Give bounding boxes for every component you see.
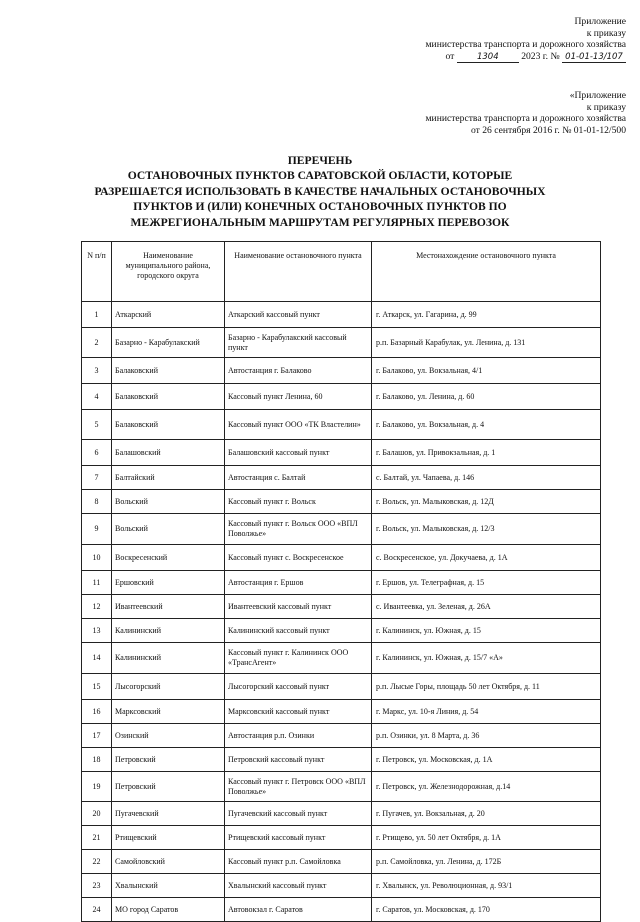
row-district: МО город Саратов xyxy=(112,898,225,922)
row-num: 10 xyxy=(82,545,112,571)
row-num: 16 xyxy=(82,700,112,724)
row-point: Хвалынский кассовый пункт xyxy=(225,874,372,898)
row-point: Базарно - Карабулакский кассовый пункт xyxy=(225,328,372,358)
row-num: 19 xyxy=(82,772,112,802)
row-location: г. Калининск, ул. Южная, д. 15 xyxy=(372,619,601,643)
row-point: Автостанция г. Балаково xyxy=(225,358,372,384)
row-num: 21 xyxy=(82,826,112,850)
row-location: г. Вольск, ул. Малыковская, д. 12/3 xyxy=(372,514,601,545)
appendix-header xyxy=(425,16,626,63)
row-district: Калининский xyxy=(112,619,225,643)
row-num: 8 xyxy=(82,490,112,514)
row-location: с. Ивантеевка, ул. Зеленая, д. 26А xyxy=(372,595,601,619)
row-district: Марксовский xyxy=(112,700,225,724)
row-num: 1 xyxy=(82,302,112,328)
table-row xyxy=(82,440,601,466)
row-point: Кассовый пункт ООО «ТК Властелин» xyxy=(225,410,372,440)
prior-appendix-ministry: министерства транспорта и дорожного хозяйства xyxy=(425,113,626,125)
row-point: Кассовый пункт г. Вольск xyxy=(225,490,372,514)
table-row xyxy=(82,595,601,619)
row-num: 4 xyxy=(82,384,112,410)
document-title xyxy=(70,153,570,230)
row-location: с. Воскресенское, ул. Докучаева, д. 1А xyxy=(372,545,601,571)
row-num: 22 xyxy=(82,850,112,874)
row-district: Хвалынский xyxy=(112,874,225,898)
prior-appendix-header xyxy=(425,90,626,136)
table-row xyxy=(82,358,601,384)
table-row xyxy=(82,410,601,440)
row-num: 18 xyxy=(82,748,112,772)
row-district: Петровский xyxy=(112,772,225,802)
table-row xyxy=(82,545,601,571)
row-point: Кассовый пункт Ленина, 60 xyxy=(225,384,372,410)
row-point: Автостанция р.п. Озинки xyxy=(225,724,372,748)
row-num: 15 xyxy=(82,674,112,700)
date-signature: 1304 xyxy=(457,53,519,63)
row-district: Балаковский xyxy=(112,358,225,384)
header-num: N п/п xyxy=(82,242,112,302)
row-location: г. Хвалынск, ул. Революционная, д. 93/1 xyxy=(372,874,601,898)
row-num: 5 xyxy=(82,410,112,440)
table-header-row xyxy=(82,242,601,302)
row-district: Калининский xyxy=(112,643,225,674)
row-location: р.п. Самойловка, ул. Ленина, д. 172Б xyxy=(372,850,601,874)
row-num: 11 xyxy=(82,571,112,595)
row-point: Кассовый пункт г. Вольск ООО «ВПЛ Поволжье» xyxy=(225,514,372,545)
row-location: г. Саратов, ул. Московская, д. 170 xyxy=(372,898,601,922)
header-point: Наименование остановочного пункта xyxy=(225,242,372,302)
row-point: Кассовый пункт г. Петровск ООО «ВПЛ Поволжье» xyxy=(225,772,372,802)
row-num: 13 xyxy=(82,619,112,643)
row-location: г. Пугачев, ул. Вокзальная, д. 20 xyxy=(372,802,601,826)
table-row xyxy=(82,302,601,328)
row-point: Пугачевский кассовый пункт xyxy=(225,802,372,826)
row-district: Базарно - Карабулакский xyxy=(112,328,225,358)
table-row xyxy=(82,802,601,826)
row-district: Балаковский xyxy=(112,384,225,410)
row-point: Петровский кассовый пункт xyxy=(225,748,372,772)
row-point: Лысогорский кассовый пункт xyxy=(225,674,372,700)
row-point: Ивантеевский кассовый пункт xyxy=(225,595,372,619)
row-point: Ртищевский кассовый пункт xyxy=(225,826,372,850)
row-location: г. Балаково, ул. Ленина, д. 60 xyxy=(372,384,601,410)
row-num: 6 xyxy=(82,440,112,466)
row-district: Ивантеевский xyxy=(112,595,225,619)
row-location: г. Петровск, ул. Железнодорожная, д.14 xyxy=(372,772,601,802)
table-row xyxy=(82,850,601,874)
table-row xyxy=(82,700,601,724)
row-district: Ершовский xyxy=(112,571,225,595)
appendix-label: Приложение xyxy=(574,16,626,27)
table-body xyxy=(82,302,601,922)
row-district: Вольский xyxy=(112,514,225,545)
row-point: Автостанция с. Балтай xyxy=(225,466,372,490)
row-num: 7 xyxy=(82,466,112,490)
appendix-order-line: к приказу xyxy=(586,27,626,39)
appendix-ministry: министерства транспорта и дорожного хозяйства xyxy=(425,39,626,51)
row-location: г. Маркс, ул. 10-я Линия, д. 54 xyxy=(372,700,601,724)
appendix-date-line xyxy=(425,51,626,63)
row-location: г. Ртищево, ул. 50 лет Октября, д. 1А xyxy=(372,826,601,850)
row-point: Марксовский кассовый пункт xyxy=(225,700,372,724)
stops-table xyxy=(81,241,601,922)
row-location: г. Петровск, ул. Московская, д. 1А xyxy=(372,748,601,772)
row-num: 20 xyxy=(82,802,112,826)
table-row xyxy=(82,674,601,700)
row-location: г. Балаково, ул. Вокзальная, 4/1 xyxy=(372,358,601,384)
row-num: 9 xyxy=(82,514,112,545)
row-district: Воскресенский xyxy=(112,545,225,571)
row-point: Кассовый пункт г. Калининск ООО «ТрансАгент» xyxy=(225,643,372,674)
table-row xyxy=(82,490,601,514)
row-district: Ртищевский xyxy=(112,826,225,850)
row-district: Балашовский xyxy=(112,440,225,466)
table-row xyxy=(82,466,601,490)
prior-appendix-label: «Приложение xyxy=(569,90,626,101)
row-point: Калининский кассовый пункт xyxy=(225,619,372,643)
row-location: г. Вольск, ул. Малыковская, д. 12Д xyxy=(372,490,601,514)
row-district: Лысогорский xyxy=(112,674,225,700)
table-row xyxy=(82,874,601,898)
row-location: г. Балашов, ул. Привокзальная, д. 1 xyxy=(372,440,601,466)
table-row xyxy=(82,328,601,358)
prior-appendix-date-line: от 26 сентября 2016 г. № 01-01-12/500 xyxy=(470,124,626,136)
row-district: Аткарский xyxy=(112,302,225,328)
row-point: Автовокзал г. Саратов xyxy=(225,898,372,922)
title-line-5: МЕЖРЕГИОНАЛЬНЫМ МАРШРУТАМ РЕГУЛЯРНЫХ ПЕРЕВОЗОК xyxy=(130,215,510,229)
row-num: 14 xyxy=(82,643,112,674)
number-signature: 01-01-13/107 xyxy=(562,53,626,63)
row-district: Балтайский xyxy=(112,466,225,490)
title-line-2: ОСТАНОВОЧНЫХ ПУНКТОВ САРАТОВСКОЙ ОБЛАСТИ, КОТОРЫЕ xyxy=(127,169,513,183)
table-row xyxy=(82,571,601,595)
row-location: р.п. Лысые Горы, площадь 50 лет Октября, д. 11 xyxy=(372,674,601,700)
table-row xyxy=(82,898,601,922)
table-row xyxy=(82,724,601,748)
table-row xyxy=(82,826,601,850)
row-district: Вольский xyxy=(112,490,225,514)
row-location: г. Аткарск, ул. Гагарина, д. 99 xyxy=(372,302,601,328)
table-row xyxy=(82,384,601,410)
row-district: Озинский xyxy=(112,724,225,748)
row-point: Аткарский кассовый пункт xyxy=(225,302,372,328)
row-district: Балаковский xyxy=(112,410,225,440)
row-location: с. Балтай, ул. Чапаева, д. 146 xyxy=(372,466,601,490)
row-location: р.п. Озинки, ул. 8 Марта, д. 36 xyxy=(372,724,601,748)
row-num: 3 xyxy=(82,358,112,384)
row-district: Петровский xyxy=(112,748,225,772)
row-num: 12 xyxy=(82,595,112,619)
table-row xyxy=(82,748,601,772)
row-location: г. Балаково, ул. Вокзальная, д. 4 xyxy=(372,410,601,440)
row-location: р.п. Базарный Карабулак, ул. Ленина, д. 131 xyxy=(372,328,601,358)
date-prefix: от xyxy=(445,50,455,62)
row-num: 24 xyxy=(82,898,112,922)
row-num: 17 xyxy=(82,724,112,748)
title-line-1: ПЕРЕЧЕНЬ xyxy=(287,154,353,167)
row-num: 23 xyxy=(82,874,112,898)
row-point: Балашовский кассовый пункт xyxy=(225,440,372,466)
table-row xyxy=(82,643,601,674)
row-point: Кассовый пункт р.п. Самойловка xyxy=(225,850,372,874)
table-row xyxy=(82,772,601,802)
row-district: Пугачевский xyxy=(112,802,225,826)
table-row xyxy=(82,514,601,545)
header-location: Местонахождение остановочного пункта xyxy=(372,242,601,302)
row-district: Самойловский xyxy=(112,850,225,874)
row-point: Автостанция г. Ершов xyxy=(225,571,372,595)
header-district: Наименование муниципального района, городского округа xyxy=(112,242,225,302)
year-text: 2023 г. № xyxy=(521,50,560,62)
title-line-4: ПУНКТОВ И (ИЛИ) КОНЕЧНЫХ ОСТАНОВОЧНЫХ ПУНКТОВ ПО xyxy=(133,200,507,214)
row-num: 2 xyxy=(82,328,112,358)
table-row xyxy=(82,619,601,643)
row-point: Кассовый пункт с. Воскресенское xyxy=(225,545,372,571)
row-location: г. Ершов, ул. Телеграфная, д. 15 xyxy=(372,571,601,595)
prior-appendix-order-line: к приказу xyxy=(586,101,626,113)
title-line-3: РАЗРЕШАЕТСЯ ИСПОЛЬЗОВАТЬ В КАЧЕСТВЕ НАЧАЛЬНЫХ ОСТАНОВОЧНЫХ xyxy=(94,184,546,198)
row-location: г. Калининск, ул. Южная, д. 15/7 «А» xyxy=(372,643,601,674)
